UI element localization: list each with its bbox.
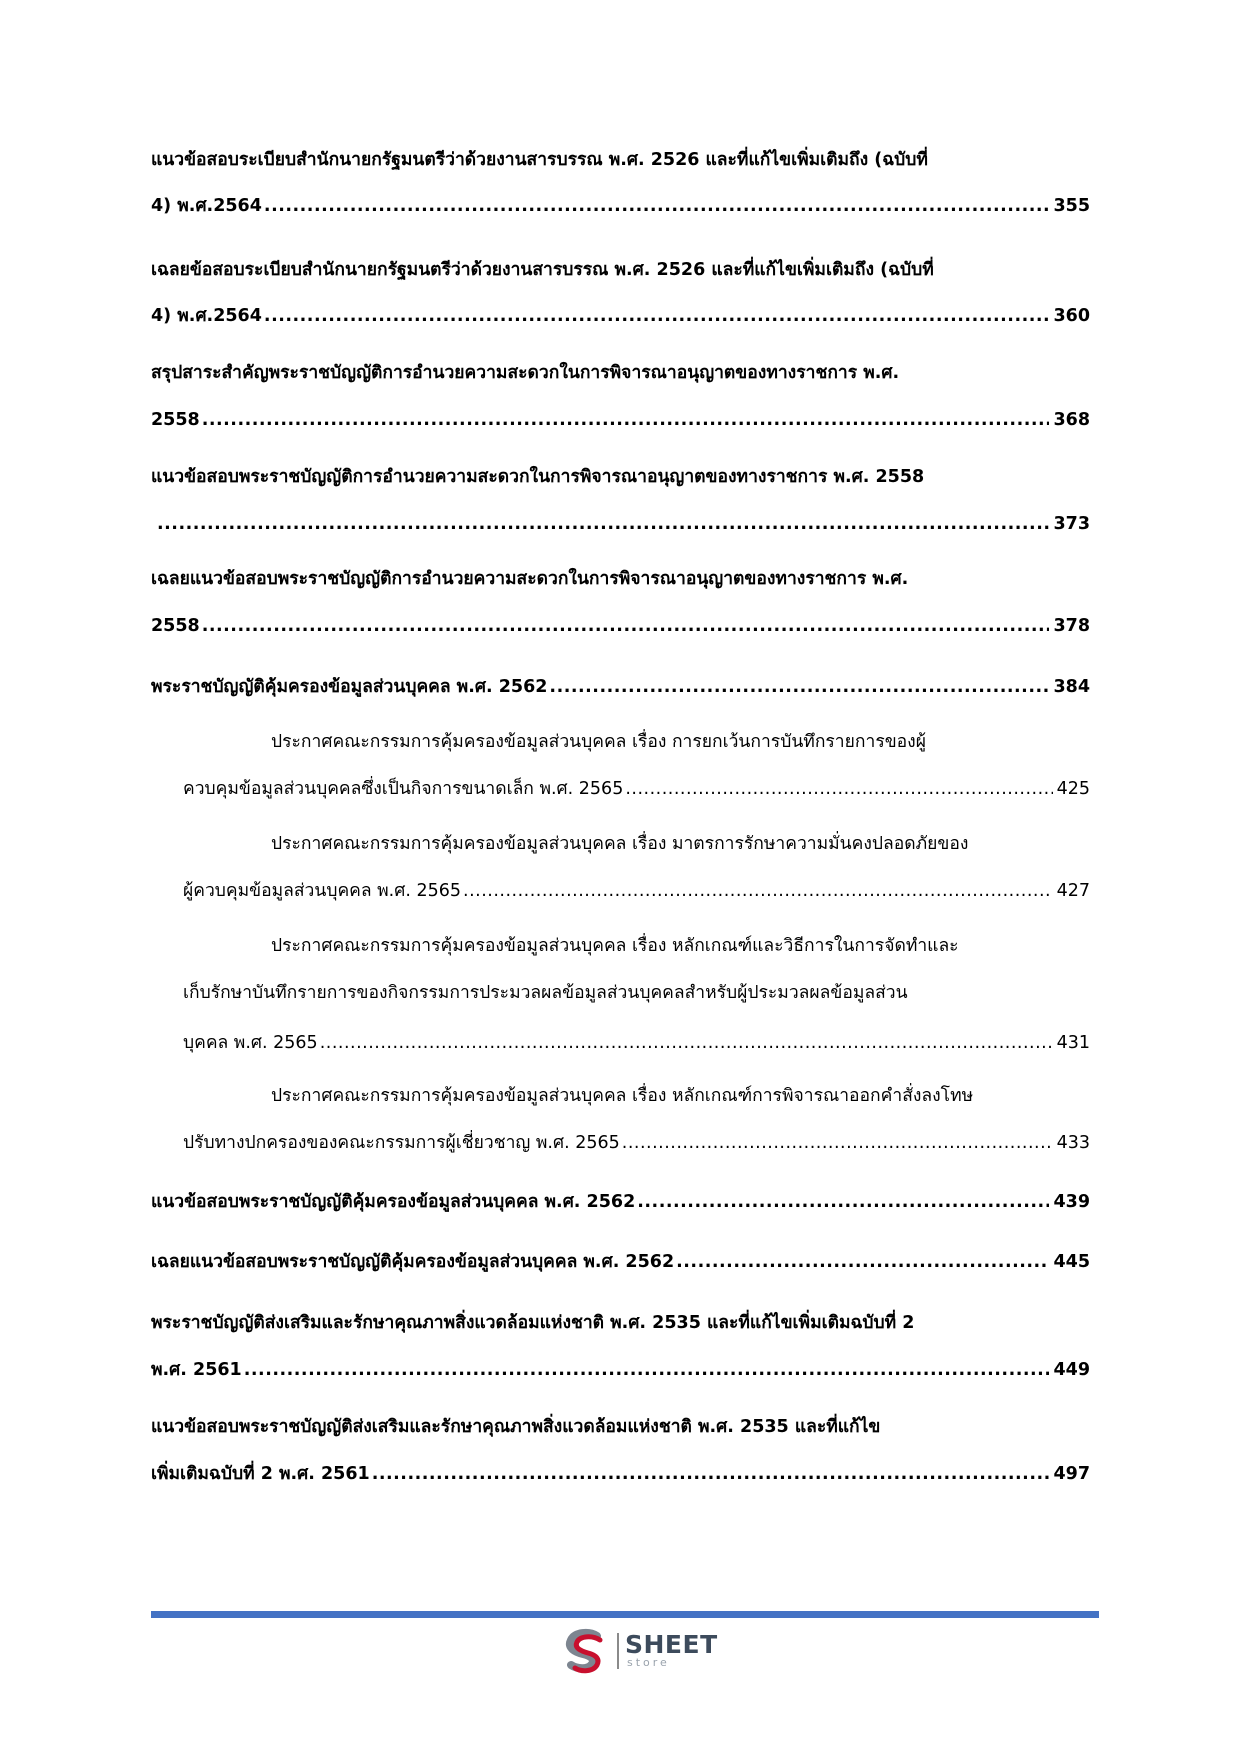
page-number: 368	[1053, 410, 1090, 430]
toc-entry-text: ผู้ควบคุมข้อมูลส่วนบุคคล พ.ศ. 2565	[183, 881, 462, 901]
logo-separator	[617, 1633, 619, 1669]
page-number: 449	[1053, 1360, 1090, 1380]
dot-leader	[244, 1354, 1050, 1386]
logo-wordmark: SHEET	[625, 1630, 718, 1659]
toc-entry-last-line	[183, 773, 1090, 805]
logo-subtext: store	[627, 1656, 670, 1669]
toc-entry-last-line	[151, 1186, 1090, 1218]
page-number: 425	[1056, 779, 1090, 799]
toc-entry-last-line	[183, 875, 1090, 907]
toc-entry-text: 4) พ.ศ.2564	[151, 306, 262, 326]
toc-entry-text: 2558	[151, 410, 200, 430]
dot-leader	[157, 508, 1049, 540]
toc-entry-text: ปรับทางปกครองของคณะกรรมการผู้เชี่ยวชาญ พ.ศ. 2565	[183, 1133, 620, 1153]
toc-entry-text: พ.ศ. 2561	[151, 1360, 242, 1380]
page-number: 431	[1056, 1033, 1090, 1053]
dot-leader	[264, 300, 1050, 332]
toc-entry-line: พระราชบัญญัติส่งเสริมและรักษาคุณภาพสิ่งแวดล้อมแห่งชาติ พ.ศ. 2535 และที่แก้ไขเพิ่มเติมฉบับที่ 2	[151, 1313, 915, 1333]
page-number: 378	[1053, 616, 1090, 636]
toc-entry-text: บุคคล พ.ศ. 2565	[183, 1033, 318, 1053]
page-number: 497	[1053, 1464, 1090, 1484]
toc-entry-line: ประกาศคณะกรรมการคุ้มครองข้อมูลส่วนบุคคล เรื่อง หลักเกณฑ์และวิธีการในการจัดทำและ	[271, 936, 959, 956]
dot-leader	[202, 610, 1050, 642]
toc-entry-line: ประกาศคณะกรรมการคุ้มครองข้อมูลส่วนบุคคล เรื่อง การยกเว้นการบันทึกรายการของผู้	[271, 732, 926, 752]
toc-entry-line: สรุปสาระสำคัญพระราชบัญญัติการอำนวยความสะดวกในการพิจารณาอนุญาตของทางราชการ พ.ศ.	[151, 363, 900, 383]
toc-entry-text: ควบคุมข้อมูลส่วนบุคคลซึ่งเป็นกิจการขนาดเล็ก พ.ศ. 2565	[183, 779, 624, 799]
toc-entry-line: เก็บรักษาบันทึกรายการของกิจกรรมการประมวลผลข้อมูลส่วนบุคคลสำหรับผู้ประมวลผลข้อมูลส่วน	[183, 983, 908, 1003]
page-number: 360	[1053, 306, 1090, 326]
toc-entry-line: เฉลยข้อสอบระเบียบสำนักนายกรัฐมนตรีว่าด้วยงานสารบรรณ พ.ศ. 2526 และที่แก้ไขเพิ่มเติมถึง (ฉบับที่	[151, 260, 934, 280]
dot-leader	[637, 1186, 1049, 1218]
dot-leader	[202, 404, 1050, 436]
dot-leader	[676, 1246, 1049, 1278]
dot-leader	[622, 1127, 1053, 1159]
dot-leader	[625, 773, 1052, 805]
toc-entry-line: แนวข้อสอบระเบียบสำนักนายกรัฐมนตรีว่าด้วยงานสารบรรณ พ.ศ. 2526 และที่แก้ไขเพิ่มเติมถึง (ฉบับที่	[151, 150, 928, 170]
toc-entry-last-line	[151, 508, 1090, 540]
toc-entry-last-line	[151, 1246, 1090, 1278]
footer-rule	[151, 1611, 1099, 1618]
dot-leader	[463, 875, 1053, 907]
toc-entry-last-line	[183, 1027, 1090, 1059]
toc-entry-text: 4) พ.ศ.2564	[151, 196, 262, 216]
toc-entry-last-line	[151, 404, 1090, 436]
page-number: 384	[1053, 677, 1090, 697]
toc-entry-last-line	[151, 1458, 1090, 1490]
toc-entry-last-line	[151, 610, 1090, 642]
dot-leader	[549, 671, 1049, 703]
page-number: 439	[1053, 1192, 1090, 1212]
toc-entry-last-line	[151, 190, 1090, 222]
toc-entry-text: เพิ่มเติมฉบับที่ 2 พ.ศ. 2561	[151, 1464, 370, 1484]
toc-entry-last-line	[151, 671, 1090, 703]
page-number: 427	[1056, 881, 1090, 901]
toc-entry-last-line	[151, 300, 1090, 332]
sheet-store-logo-icon	[561, 1627, 611, 1677]
toc-entry-text: พระราชบัญญัติคุ้มครองข้อมูลส่วนบุคคล พ.ศ. 2562	[151, 677, 548, 697]
toc-entry-last-line	[151, 1354, 1090, 1386]
toc-entry-text: แนวข้อสอบพระราชบัญญัติคุ้มครองข้อมูลส่วนบุคคล พ.ศ. 2562	[151, 1192, 636, 1212]
toc-entry-text: 2558	[151, 616, 200, 636]
dot-leader	[372, 1458, 1050, 1490]
toc-entry-line: แนวข้อสอบพระราชบัญญัติส่งเสริมและรักษาคุณภาพสิ่งแวดล้อมแห่งชาติ พ.ศ. 2535 และที่แก้ไข	[151, 1417, 881, 1437]
sheet-store-logo	[561, 1627, 731, 1677]
page-number: 433	[1056, 1133, 1090, 1153]
toc-entry-line: แนวข้อสอบพระราชบัญญัติการอำนวยความสะดวกในการพิจารณาอนุญาตของทางราชการ พ.ศ. 2558	[151, 467, 925, 487]
toc-entry-last-line	[183, 1127, 1090, 1159]
page-number: 373	[1053, 514, 1090, 534]
toc-entry-line: ประกาศคณะกรรมการคุ้มครองข้อมูลส่วนบุคคล เรื่อง มาตรการรักษาความมั่นคงปลอดภัยของ	[271, 834, 969, 854]
page-number: 445	[1053, 1252, 1090, 1272]
dot-leader	[264, 190, 1050, 222]
toc-entry-line: เฉลยแนวข้อสอบพระราชบัญญัติการอำนวยความสะดวกในการพิจารณาอนุญาตของทางราชการ พ.ศ.	[151, 569, 909, 589]
toc-entry-line: ประกาศคณะกรรมการคุ้มครองข้อมูลส่วนบุคคล เรื่อง หลักเกณฑ์การพิจารณาออกคำสั่งลงโทษ	[271, 1086, 974, 1106]
page-number: 355	[1053, 196, 1090, 216]
dot-leader	[320, 1027, 1053, 1059]
toc-entry-text: เฉลยแนวข้อสอบพระราชบัญญัติคุ้มครองข้อมูลส่วนบุคคล พ.ศ. 2562	[151, 1252, 675, 1272]
